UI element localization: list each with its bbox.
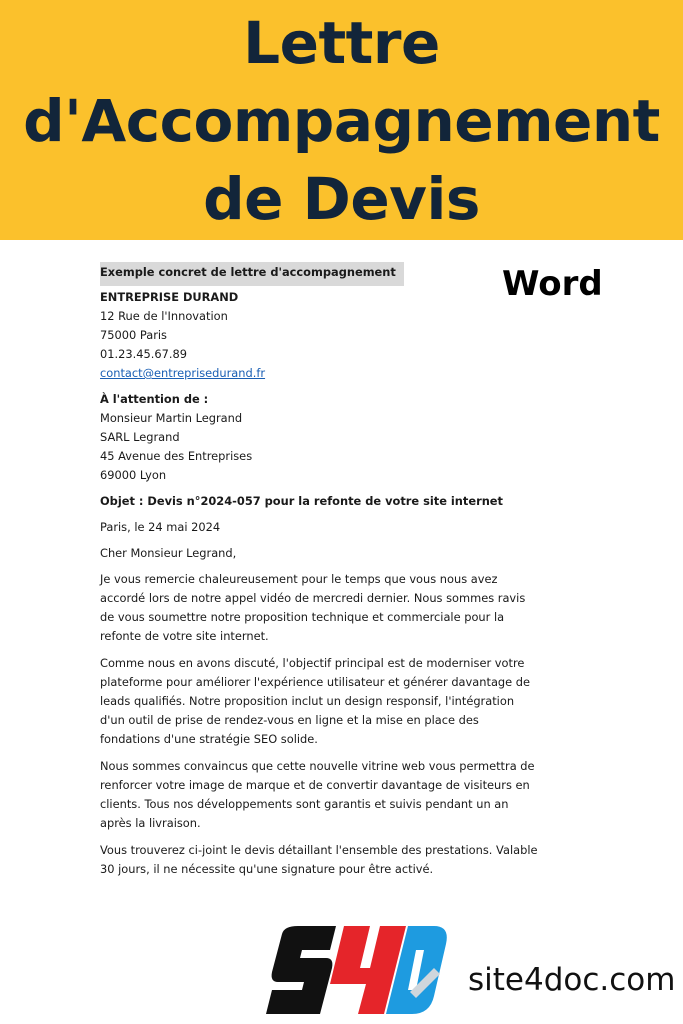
site4doc-logo [258,916,448,1024]
recipient-name: Monsieur Martin Legrand [100,411,243,425]
letter-subject: Objet : Devis n°2024-057 pour la refonte de votre site internet [100,494,503,508]
title-line-3: de Devis [203,165,480,233]
recipient-label: À l'attention de : [100,392,209,406]
letter-date: Paris, le 24 mai 2024 [100,520,221,534]
sender-name: ENTREPRISE DURAND [100,290,239,304]
sender-street: 12 Rue de l'Innovation [100,309,228,323]
sender-phone: 01.23.45.67.89 [100,347,187,361]
letter-salutation: Cher Monsieur Legrand, [100,546,237,560]
word-format-label: Word [502,264,603,304]
page-title [0,4,683,238]
logo-letter-s [266,926,336,1014]
title-line-1: Lettre [243,9,440,77]
letter-paragraph: Nous sommes convaincus que cette nouvelle vitrine web vous permettra de renforcer votre image de marque et de convertir davantage de visiteurs en clients. Tous nos développements sont garantis et suivis pendant un an après la livraison. [100,759,535,830]
letter-header: Exemple concret de lettre d'accompagnement [100,262,404,286]
site-domain-label: site4doc.com [468,962,676,998]
letter-document [100,262,540,887]
letter-paragraph: Vous trouverez ci-joint le devis détaillant l'ensemble des prestations. Valable 30 jours, il ne nécessite qu'une signature pour être activé. [100,843,538,876]
recipient-street: 45 Avenue des Entreprises [100,449,253,463]
letter-paragraph: Je vous remercie chaleureusement pour le temps que vous nous avez accordé lors de notre appel vidéo de mercredi dernier. Nous sommes ravis de vous soumettre notre proposition technique et commerciale pour la refonte de votre site internet. [100,572,526,643]
title-line-2: d'Accompagnement [23,87,660,155]
letter-paragraph: Comme nous en avons discuté, l'objectif principal est de moderniser votre plateforme pour améliorer l'expérience utilisateur et générer davantage de leads qualifiés. Notre proposition inclut un design responsif, l'intégration d'un outil de prise de rendez-vous en ligne et la mise en place des fondations d'une stratégie SEO solide. [100,656,531,746]
recipient-city: 69000 Lyon [100,468,167,482]
sender-email-link[interactable]: contact@entreprisedurand.fr [100,366,266,380]
sender-city: 75000 Paris [100,328,167,342]
title-banner [0,0,683,240]
recipient-company: SARL Legrand [100,430,180,444]
